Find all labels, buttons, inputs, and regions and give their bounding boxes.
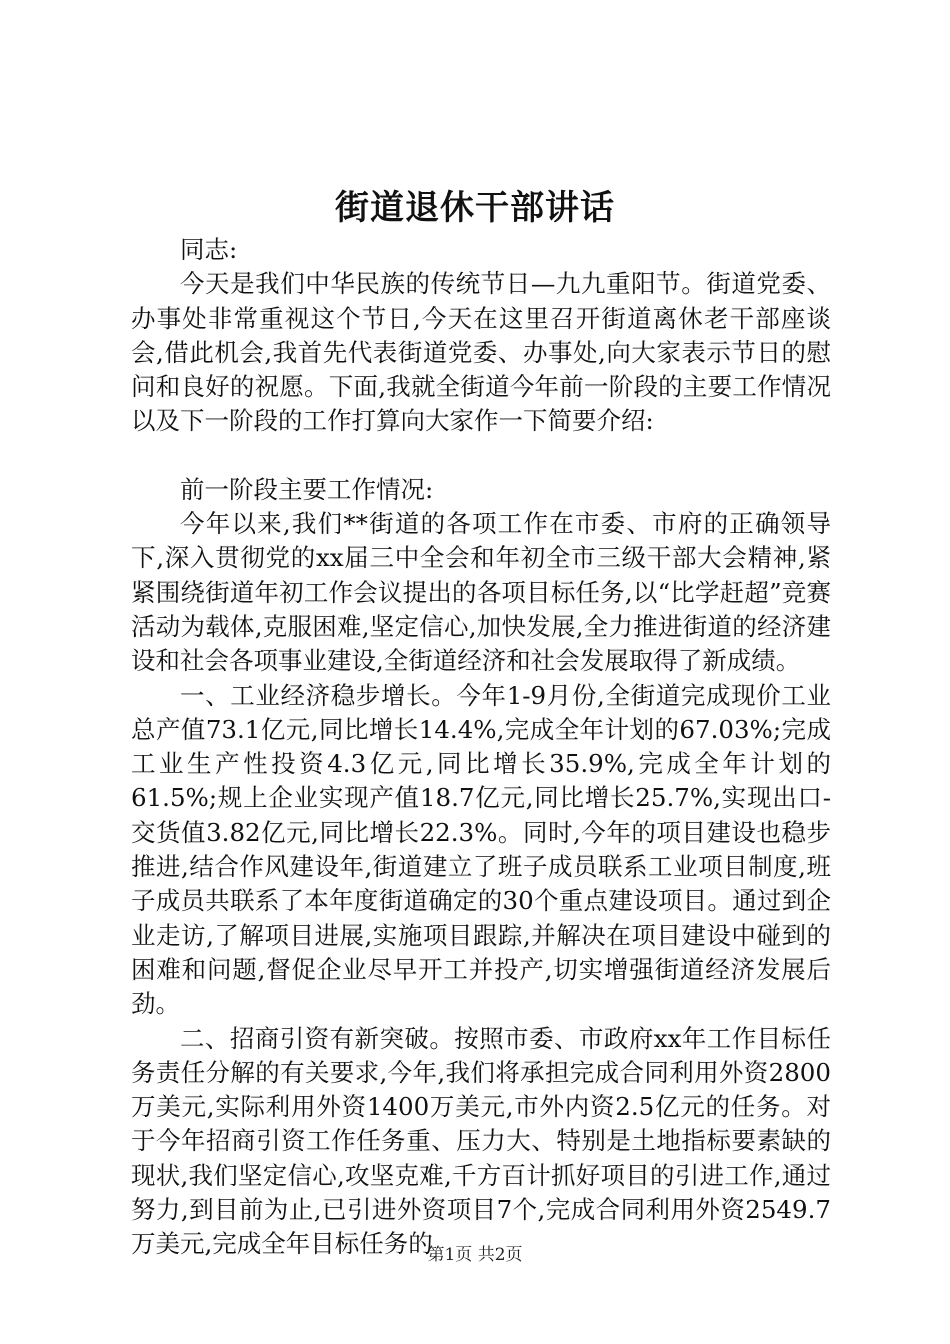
page-footer: 第1页 共2页: [427, 1245, 523, 1265]
paragraph-investment: 二、招商引资有新突破。按照市委、市政府xx年工作目标任务责任分解的有关要求,今年,我们将承担完成合同利用外资2800万美元,实际利用外资1400万美元,市外内资2.5亿元的任务。对于今年招商引资工作任务重、压力大、特别是土地指标要素缺的现状,我们坚定信心,攻坚克难,千方百计抓好项目的引进工作,通过努力,到目前为止,已引进外资项目7个,完成合同利用外资2549.7万美元,完成全年目标任务的: [131, 1023, 831, 1259]
section-heading: 前一阶段主要工作情况:: [180, 474, 434, 504]
paragraph-overview: 今年以来,我们**街道的各项工作在市委、市府的正确领导下,深入贯彻党的xx届三中全会和年初全市三级干部大会精神,紧紧围绕街道年初工作会议提出的各项目标任务,以“比学赶超”竞赛活动为载体,克服困难,坚定信心,加快发展,全力推进街道的经济建设和社会各项事业建设,全街道经济和社会发展取得了新成绩。: [131, 509, 831, 676]
paragraph-industry: 一、工业经济稳步增长。今年1-9月份,全街道完成现价工业总产值73.1亿元,同比增长14.4%,完成全年计划的67.03%;完成工业生产性投资4.3亿元,同比增长35.9%,完成全年计划的61.5%;规上企业实现产值18.7亿元,同比增长25.7%,实现出口-交货值3.82亿元,同比增长22.3%。同时,今年的项目建设也稳步推进,结合作风建设年,街道建立了班子成员联系工业项目制度,班子成员共联系了本年度街道确定的30个重点建设项目。通过到企业走访,了解项目进展,实施项目跟踪,并解决在项目建设中碰到的困难和问题,督促企业尽早开工并投产,切实增强街道经济发展后劲。: [131, 680, 831, 1019]
salutation: 同志:: [180, 235, 238, 264]
document-body: [131, 233, 831, 1262]
paragraph-gap: [131, 439, 831, 473]
paragraph-opening: 今天是我们中华民族的传统节日—九九重阳节。街道党委、办事处非常重视这个节日,今天在这里召开街道离休老干部座谈会,借此机会,我首先代表街道党委、办事处,向大家表示节日的慰问和良好的祝愿。下面,我就全街道今年前一阶段的主要工作情况以及下一阶段的工作打算向大家作一下简要介绍:: [131, 269, 831, 436]
document-title: 街道退休干部讲话: [335, 188, 615, 228]
